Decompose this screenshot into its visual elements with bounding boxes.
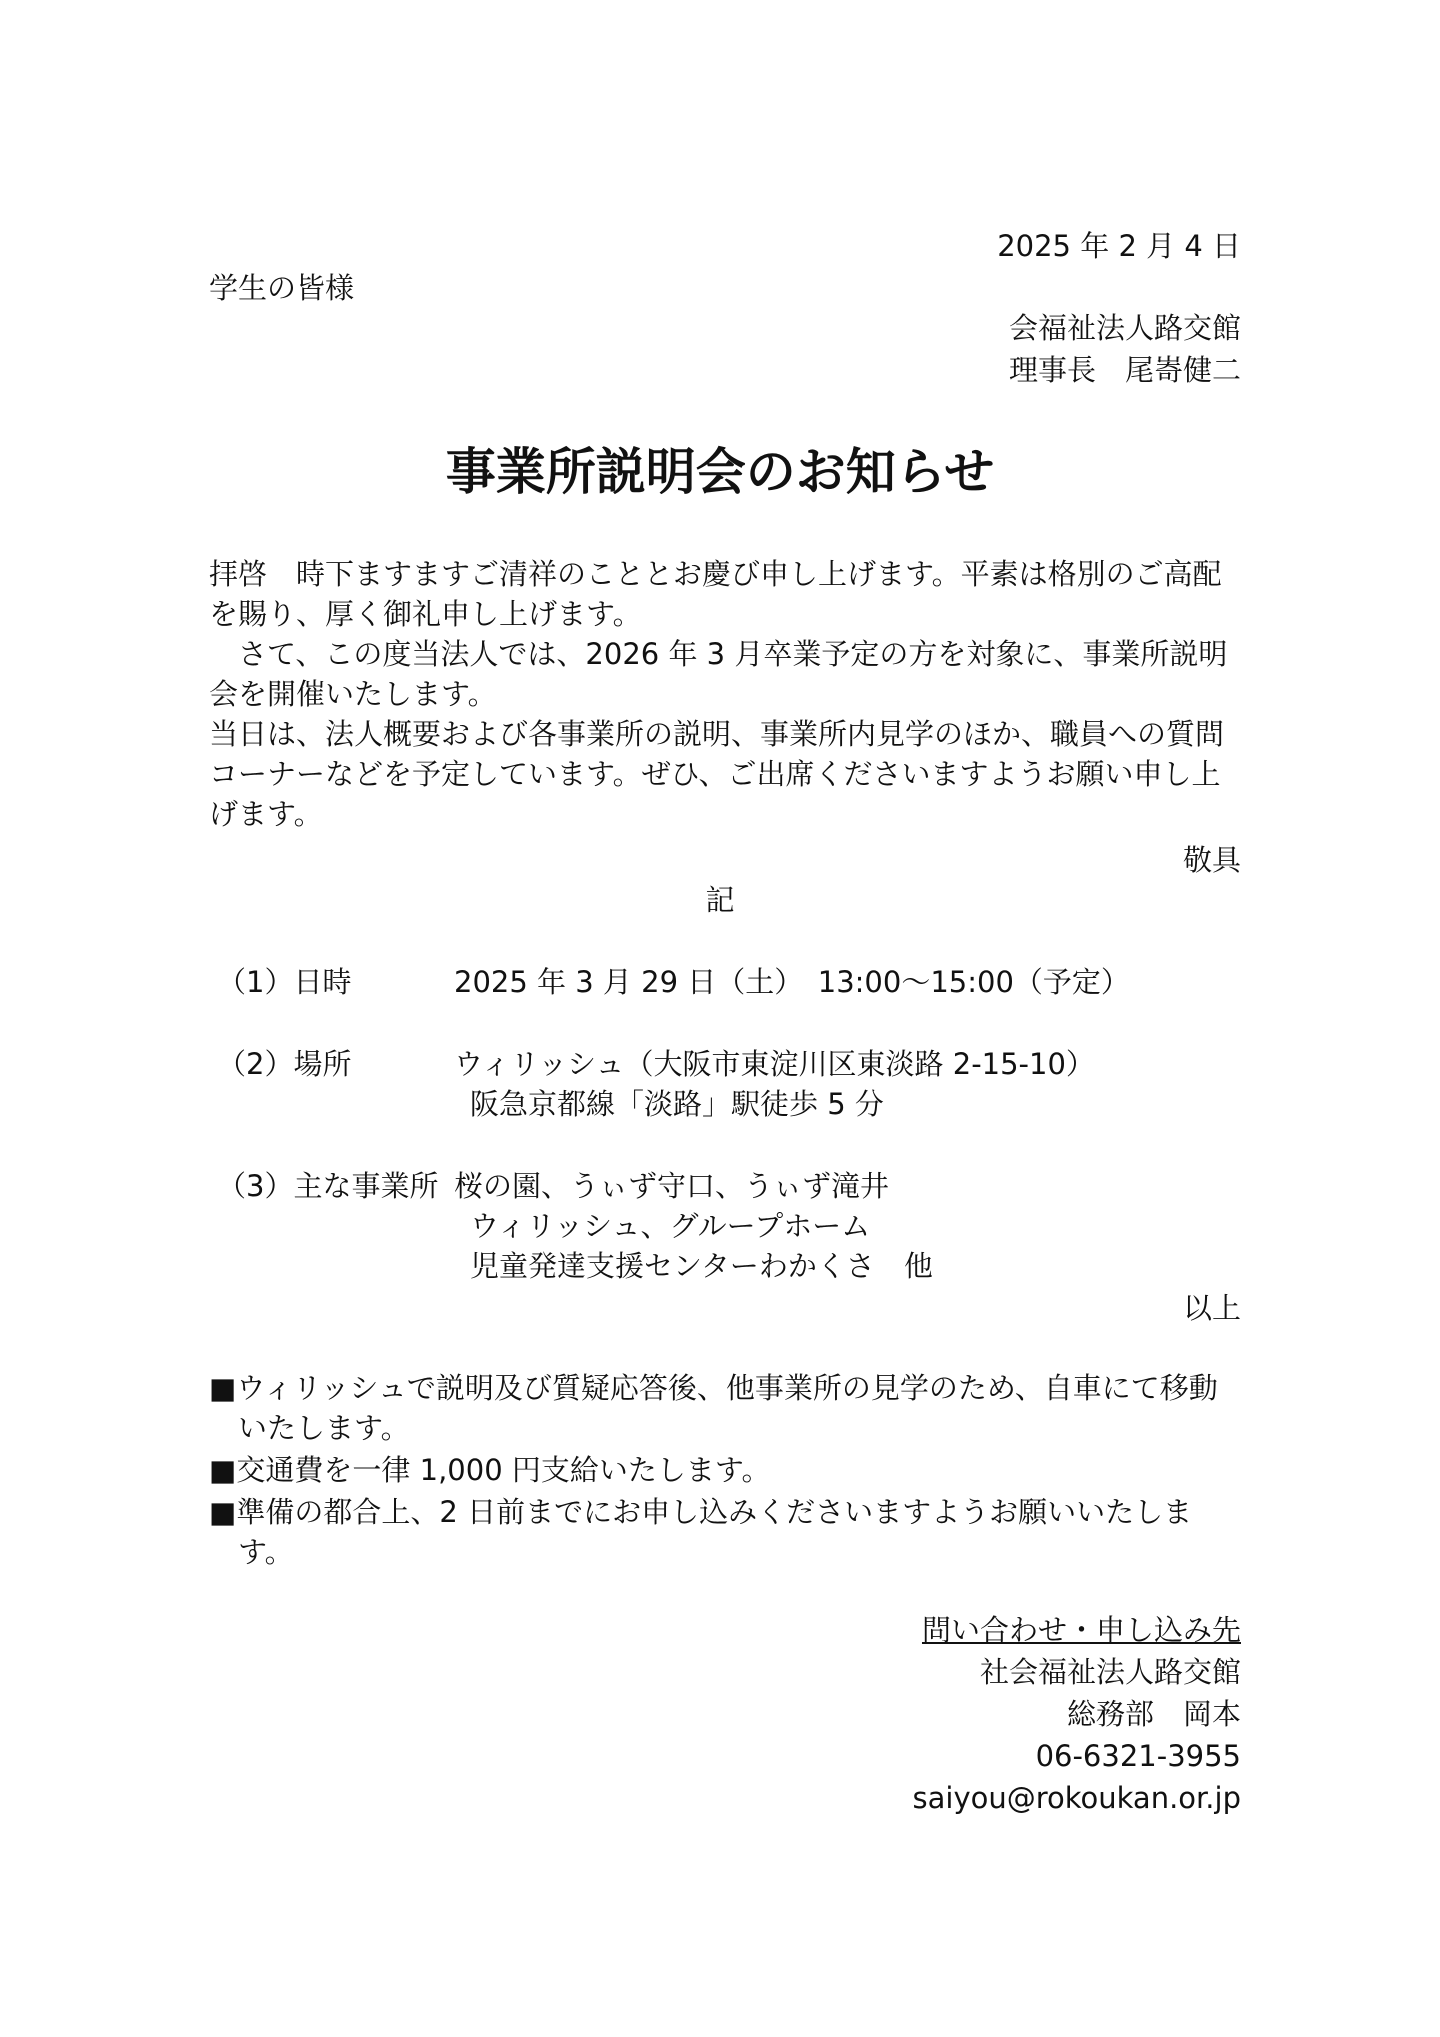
contact-heading: 問い合わせ・申し込み先 <box>921 1613 1241 1647</box>
closing-keigu: 敬具 <box>1182 843 1241 877</box>
datetime-label: （1）日時 <box>217 965 352 999</box>
details-paragraph: 当日は、法人概要および各事業所の説明、事業所内見学のほか、職員への質問コーナーなどを予定しています。ぜひ、ご出席くださいますようお願い申し上げます。 <box>209 717 1225 831</box>
sender-name: 理事長 尾㟢健二 <box>1008 353 1241 387</box>
greeting-paragraph: 拝啓 時下ますますご清祥のこととお慶び申し上げます。平素は格別のご高配を賜り、厚く御礼申し上げます。 <box>209 557 1222 631</box>
offices-value-2: ウィリッシュ、グループホーム <box>470 1209 871 1243</box>
contact-person: 総務部 岡本 <box>1066 1697 1241 1731</box>
contact-email: saiyou@rokoukan.or.jp <box>912 1781 1241 1815</box>
offices-value-3: 児童発達支援センターわかくさ 他 <box>470 1249 933 1283</box>
place-access: 阪急京都線「淡路」駅徒歩 5 分 <box>470 1087 884 1121</box>
ki-heading: 記 <box>705 883 735 917</box>
offices-value: 桜の園、うぃず守口、うぃず滝井 <box>454 1169 890 1203</box>
datetime-value: 2025 年 3 月 29 日（土） 13:00～15:00（予定） <box>454 965 1130 999</box>
contact-organization: 社会福祉法人路交館 <box>979 1655 1241 1689</box>
contact-phone: 06-6321-3955 <box>1035 1739 1241 1773</box>
body-text <box>209 554 1241 834</box>
note-item: ■ウィリッシュで説明及び質疑応答後、他事業所の見学のため、自車にて移動いたします。 <box>209 1371 1218 1445</box>
offices-label: （3）主な事業所 <box>217 1169 439 1203</box>
note-item: ■準備の都合上、2 日前までにお申し込みくださいますようお願いいたします。 <box>209 1495 1193 1569</box>
announcement-paragraph: さて、この度当法人では、2026 年 3 月卒業予定の方を対象に、事業所説明会を開催いたします。 <box>209 637 1228 711</box>
addressee: 学生の皆様 <box>209 271 355 305</box>
place-value: ウィリッシュ（大阪市東淀川区東淡路 2-15-10） <box>454 1047 1095 1081</box>
document-date: 2025 年 2 月 4 日 <box>997 229 1241 263</box>
notes-list <box>209 1368 1244 1574</box>
document-title: 事業所説明会のお知らせ <box>445 443 995 501</box>
closing-ijou: 以上 <box>1182 1291 1241 1325</box>
place-label: （2）場所 <box>217 1047 352 1081</box>
sender-organization: 会福祉法人路交館 <box>1008 311 1241 345</box>
note-item: ■交通費を一律 1,000 円支給いたします。 <box>209 1453 771 1487</box>
